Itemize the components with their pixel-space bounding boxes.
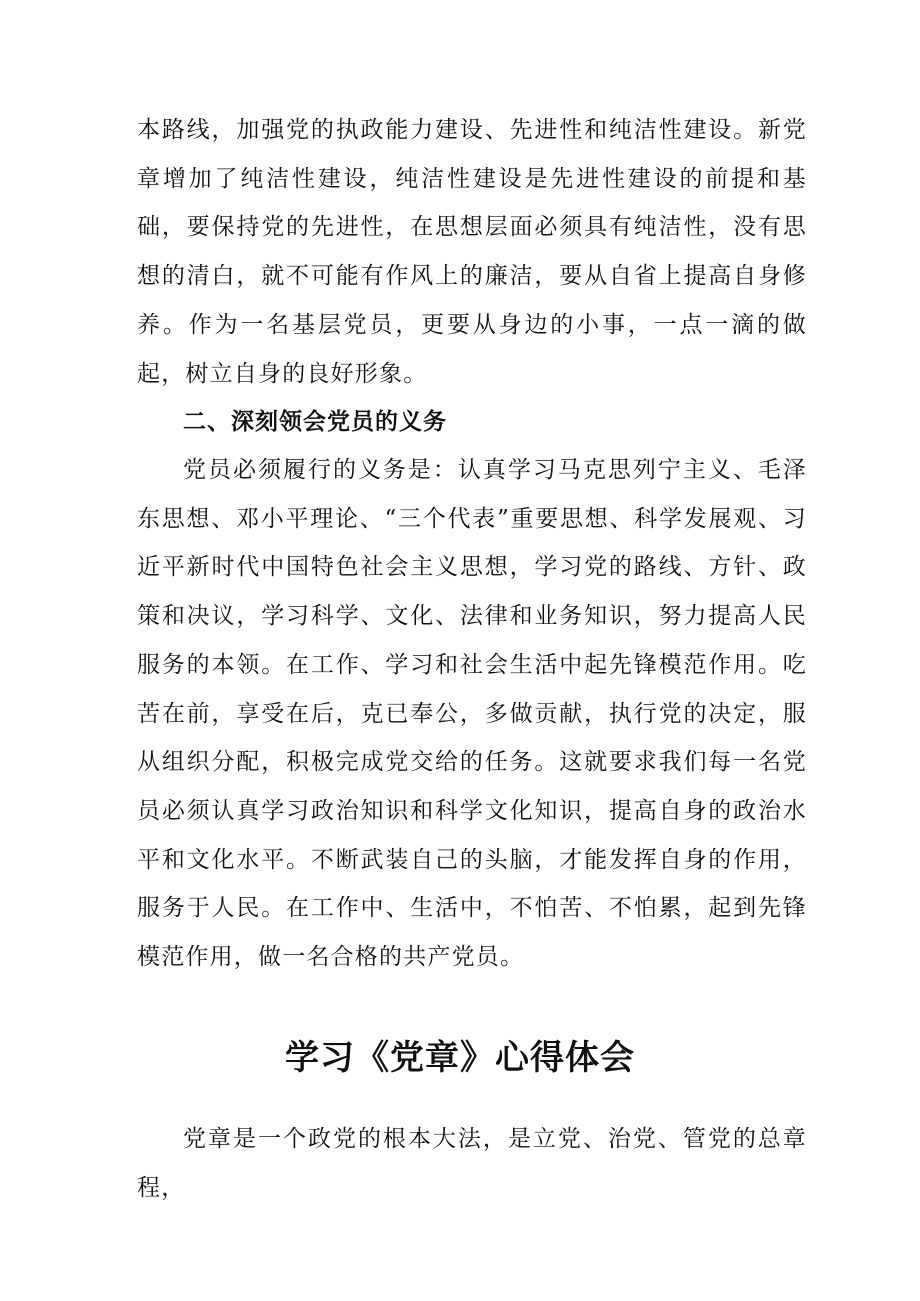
body-paragraph-opening: 党章是一个政党的根本大法，是立党、治党、管党的总章程， <box>137 1126 807 1201</box>
body-paragraph-duties: 党员必须履行的义务是：认真学习马克思列宁主义、毛泽东思想、邓小平理论、“三个代表”重要思想、科学发展观、习近平新时代中国特色社会主义思想，学习党的路线、方针、政策和决议，学习科学、文化、法律和业务知识，努力提高人民服务的本领。在工作、学习和社会生活中起先锋模范作用。吃苦在前，享受在后，克已奉公，多做贡献，执行党的决定，服从组织分配，积极完成党交给的任务。这就要求我们每一名党员必须认真学习政治知识和科学文化知识，提高自身的政治水平和文化水平。不断武装自己的头脑，才能发挥自身的作用，服务于人民。在工作中、生活中，不怕苦、不怕累，起到先锋模范作用，做一名合格的共产党员。 <box>137 457 807 971</box>
body-paragraph-continued: 本路线，加强党的执政能力建设、先进性和纯洁性建设。新党章增加了纯洁性建设，纯洁性建设是先进性建设的前提和基础，要保持党的先进性，在思想层面必须具有纯洁性，没有思想的清白，就不可能有作风上的廉洁，要从自省上提高自身修养。作为一名基层党员，更要从身边的小事，一点一滴的做起，树立自身的良好形象。 <box>137 117 807 387</box>
document-title: 学习《党章》心得体会 <box>285 1038 635 1078</box>
section-heading: 二、深刻领会党员的义务 <box>183 409 447 435</box>
